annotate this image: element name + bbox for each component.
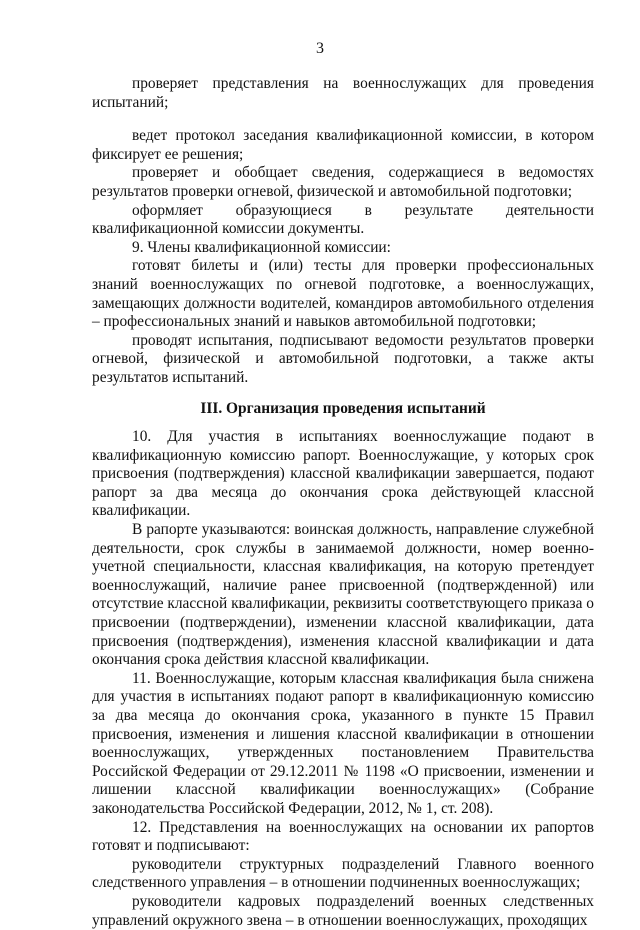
- paragraph: проверяет представления на военнослужащих для проведения испытаний;: [92, 75, 594, 111]
- paragraph: проводят испытания, подписывают ведомости результатов проверки огневой, физической и автомобильной подготовки, а также акты результатов испытаний.: [92, 331, 594, 386]
- paragraph: 12. Представления на военнослужащих на основании их рапортов готовят и подписывают:: [92, 818, 594, 855]
- paragraph: руководители кадровых подразделений военных следственных управлений окружного звена – в отношении военнослужащих, проходящих: [92, 892, 594, 929]
- document-body: [92, 75, 594, 930]
- page-number: 3: [316, 40, 324, 57]
- paragraph: 11. Военнослужащие, которым классная квалификация была снижена для участия в испытаниях подают рапорт в квалификационную комиссию за два месяца до окончания срока, указанного в пункте 15 Правил присвоения, изменения и лишения классной квалификации в отношении военнослужащих, утвержденных постановлением Правительства Российской Федерации от 29.12.2011 № 1198 «О присвоении, изменении и лишении классной квалификации военнослужащих» (Собрание законодательства Российской Федерации, 2012, № 1, ст. 208).: [92, 669, 594, 817]
- section-heading: III. Организация проведения испытаний: [200, 399, 486, 417]
- paragraph: оформляет образующиеся в результате деятельности квалификационной комиссии документы.: [92, 201, 594, 238]
- paragraph: 10. Для участия в испытаниях военнослужащие подают в квалификационную комиссию рапорт. Военнослужащие, у которых срок присвоения (подтверждения) классной квалификации завершается, подают рапорт за два месяца до окончания срока действующей классной квалификации.: [92, 428, 594, 520]
- paragraph: 9. Члены квалификационной комиссии:: [132, 238, 391, 256]
- paragraph: ведет протокол заседания квалификационной комиссии, в котором фиксирует ее решения;: [92, 127, 594, 163]
- paragraph: проверяет и обобщает сведения, содержащиеся в ведомостях результатов проверки огневой, физической и автомобильной подготовки;: [92, 164, 594, 200]
- paragraph: В рапорте указываются: воинская должность, направление служебной деятельности, срок службы в занимаемой должности, номер военно-учетной специальности, классная квалификация, на которую претендует военнослужащий, наличие ранее присвоенной (подтвержденной) или отсутствие классной квалификации, реквизиты соответствующего приказа о присвоении (подтверждении), изменении классной квалификации, дата присвоения (подтверждения), изменения классной квалификации и дата окончания срока действия классной квалификации.: [92, 521, 594, 669]
- paragraph: руководители структурных подразделений Главного военного следственного управления – в отношении подчиненных военнослужащих;: [92, 855, 594, 892]
- paragraph: готовят билеты и (или) тесты для проверки профессиональных знаний военнослужащих по огневой подготовке, а военнослужащих, замещающих должности водителей, командиров автомобильного отделения – профессиональных знаний и навыков автомобильной подготовки;: [92, 257, 594, 331]
